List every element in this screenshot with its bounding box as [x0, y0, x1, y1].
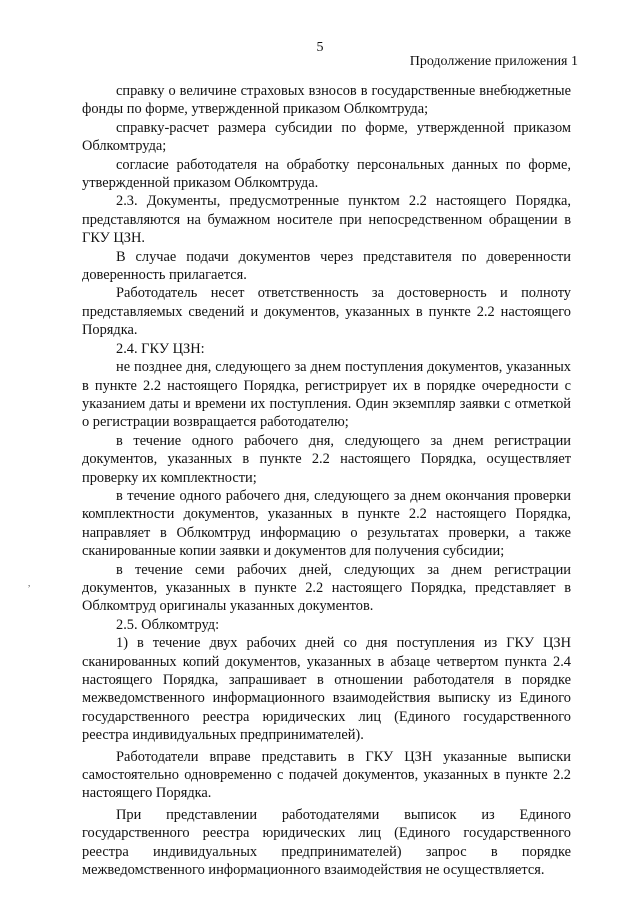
- paragraph-2-5-heading: 2.5. Облкомтруд:: [116, 616, 220, 633]
- paragraph-check-results: в течение одного рабочего дня, следующего за днем окончания проверки комплектности документов, указанных в пункте 2.2 настоящего Порядка, направляет в Облкомтруд информацию о результатах проверки, а также сканированные копии заявки и документов для получения субсидии;: [82, 487, 571, 560]
- paragraph-no-request: При представлении работодателями выписок из Единого государственного реестра юридических лиц (Единого государственного реестра индивидуальных предпринимателей) запрос в порядке межведомственного информационного взаимодействия не осуществляется.: [82, 806, 571, 879]
- paragraph-2-3: 2.3. Документы, предусмотренные пунктом 2.2 настоящего Порядка, представляются на бумажном носителе при непосредственном обращении в ГКУ ЦЗН.: [82, 193, 571, 247]
- paragraph-completeness-check: в течение одного рабочего дня, следующего за днем регистрации документов, указанных в пункте 2.2 настоящего Порядка, осуществляет проверку их комплектности;: [82, 432, 571, 486]
- paragraph-employer-responsibility: Работодатель несет ответственность за достоверность и полноту представляемых сведений и документов, указанных в пункте 2.2 настоящего Порядка.: [82, 285, 571, 339]
- paragraph-insurance-certificate: справку о величине страховых взносов в государственные внебюджетные фонды по форме, утвержденной приказом Облкомтруда;: [82, 83, 571, 118]
- paragraph-employer-right: Работодатели вправе представить в ГКУ ЦЗН указанные выписки самостоятельно одновременно с подачей документов, указанных в пункте 2.2 настоящего Порядка.: [82, 748, 571, 802]
- paragraph-registration: не позднее дня, следующего за днем поступления документов, указанных в пункте 2.2 настоящего Порядка, регистрирует их в порядке очередности с указанием даты и времени их поступления. Один экземпляр заявки с отметкой о регистрации возвращается работодателю;: [82, 359, 571, 431]
- paragraph-subsidy-calculation: справку-расчет размера субсидии по форме, утвержденной приказом Облкомтруда;: [82, 119, 571, 155]
- appendix-continuation-label: Продолжение приложения 1: [409, 54, 578, 69]
- paragraph-registry-request: 1) в течение двух рабочих дней со дня поступления из ГКУ ЦЗН сканированных копий документов, указанных в абзаце четвертом пункта 2.4 настоящего Порядка, запрашивает в отношении работодателя в порядке межведомственного информационного взаимодействия выписку из Единого государственного реестра юридических лиц (Единого государственного реестра индивидуальных предпринимателей).: [82, 635, 571, 744]
- paragraph-personal-data-consent: согласие работодателя на обработку персональных данных по форме, утвержденной приказом Облкомтруда.: [82, 156, 571, 192]
- paragraph-2-4-heading: 2.4. ГКУ ЦЗН:: [116, 340, 205, 357]
- paragraph-originals: в течение семи рабочих дней, следующих за днем регистрации документов, указанных в пункте 2.2 настоящего Порядка, представляет в Облкомтруд оригиналы указанных документов.: [82, 561, 571, 615]
- page-number: 5: [316, 40, 324, 55]
- document-body: [82, 82, 571, 879]
- paragraph-power-of-attorney: В случае подачи документов через представителя по доверенности доверенность прилагается.: [82, 248, 571, 284]
- scan-speck: ,: [28, 578, 31, 588]
